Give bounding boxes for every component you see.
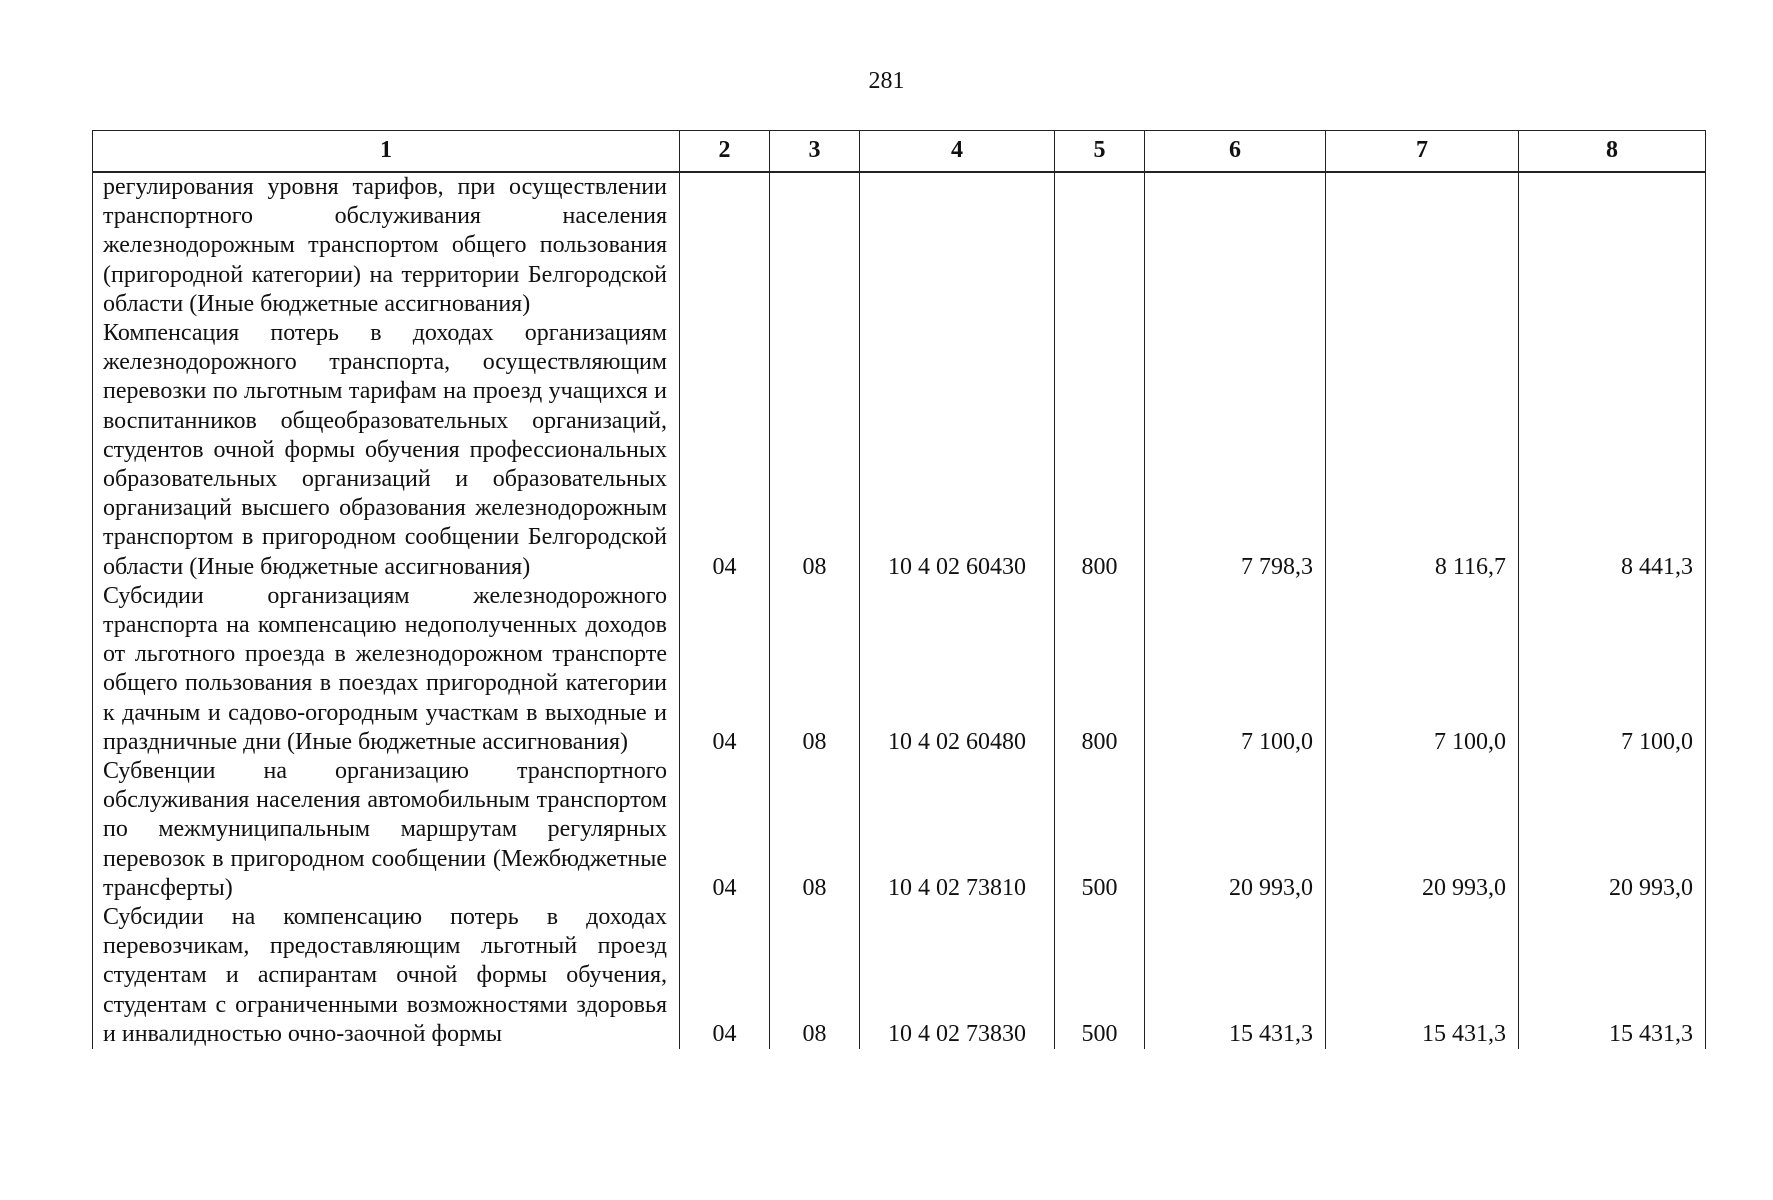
- header-col-4: 4: [860, 131, 1055, 173]
- row-subsection: 08: [770, 319, 860, 582]
- row-target-article: 10 4 02 73830: [860, 903, 1055, 1049]
- row-amount-col6: [1145, 172, 1326, 319]
- table-body: [93, 172, 1706, 1049]
- budget-table: [92, 130, 1706, 1049]
- row-section: [680, 172, 770, 319]
- row-description: Субвенции на организацию транспортного обслуживания населения автомобильным транспортом по межмуниципальным маршрутам регулярных перевозок в пригородном сообщении (Межбюджетные трансферты): [93, 757, 680, 903]
- row-subsection: [770, 172, 860, 319]
- row-section: 04: [680, 582, 770, 757]
- row-description: Компенсация потерь в доходах организациям железнодорожного транспорта, осуществляющим перевозки по льготным тарифам на проезд учащихся и воспитанников общеобразовательных организаций, студентов очной формы обучения профессиональных образовательных организаций и образовательных организаций высшего образования железнодорожным транспортом в пригородном сообщении Белгородской области (Иные бюджетные ассигнования): [93, 319, 680, 582]
- header-col-1: 1: [93, 131, 680, 173]
- row-amount-col8: [1519, 172, 1706, 319]
- row-amount-col7: 7 100,0: [1326, 582, 1519, 757]
- row-expense-type: 500: [1055, 903, 1145, 1049]
- row-target-article: 10 4 02 73810: [860, 757, 1055, 903]
- row-target-article: 10 4 02 60480: [860, 582, 1055, 757]
- row-section: 04: [680, 757, 770, 903]
- row-amount-col6: 15 431,3: [1145, 903, 1326, 1049]
- header-col-5: 5: [1055, 131, 1145, 173]
- row-amount-col8: 20 993,0: [1519, 757, 1706, 903]
- header-col-7: 7: [1326, 131, 1519, 173]
- row-amount-col8: 8 441,3: [1519, 319, 1706, 582]
- row-target-article: [860, 172, 1055, 319]
- header-col-2: 2: [680, 131, 770, 173]
- row-expense-type: 500: [1055, 757, 1145, 903]
- header-row: [93, 131, 1706, 173]
- row-description: регулирования уровня тарифов, при осуществлении транспортного обслуживания населения железнодорожным транспортом общего пользования (пригородной категории) на территории Белгородской области (Иные бюджетные ассигнования): [93, 172, 680, 319]
- table-header: [93, 131, 1706, 173]
- row-description: Субсидии организациям железнодорожного транспорта на компенсацию недополученных доходов от льготного проезда в железнодорожном транспорте общего пользования в поездах пригородной категории к дачным и садово-огородным участкам в выходные и праздничные дни (Иные бюджетные ассигнования): [93, 582, 680, 757]
- row-description: Субсидии на компенсацию потерь в доходах перевозчикам, предоставляющим льготный проезд студентам и аспирантам очной формы обучения, студентам с ограниченными возможностями здоровья и инвалидностью очно-заочной формы: [93, 903, 680, 1049]
- row-subsection: 08: [770, 903, 860, 1049]
- row-expense-type: 800: [1055, 582, 1145, 757]
- table-row: [93, 172, 1706, 319]
- row-section: 04: [680, 319, 770, 582]
- table-row: [93, 757, 1706, 903]
- row-amount-col8: 15 431,3: [1519, 903, 1706, 1049]
- row-section: 04: [680, 903, 770, 1049]
- table-row: [93, 582, 1706, 757]
- row-amount-col6: 7 100,0: [1145, 582, 1326, 757]
- row-amount-col7: 8 116,7: [1326, 319, 1519, 582]
- header-col-8: 8: [1519, 131, 1706, 173]
- table-row: [93, 319, 1706, 582]
- row-subsection: 08: [770, 757, 860, 903]
- page-number: 281: [868, 68, 905, 94]
- row-amount-col8: 7 100,0: [1519, 582, 1706, 757]
- header-col-3: 3: [770, 131, 860, 173]
- row-amount-col7: 20 993,0: [1326, 757, 1519, 903]
- row-expense-type: [1055, 172, 1145, 319]
- header-col-6: 6: [1145, 131, 1326, 173]
- row-amount-col7: 15 431,3: [1326, 903, 1519, 1049]
- row-amount-col6: 20 993,0: [1145, 757, 1326, 903]
- row-amount-col7: [1326, 172, 1519, 319]
- table-row: [93, 903, 1706, 1049]
- row-expense-type: 800: [1055, 319, 1145, 582]
- row-amount-col6: 7 798,3: [1145, 319, 1326, 582]
- row-subsection: 08: [770, 582, 860, 757]
- row-target-article: 10 4 02 60430: [860, 319, 1055, 582]
